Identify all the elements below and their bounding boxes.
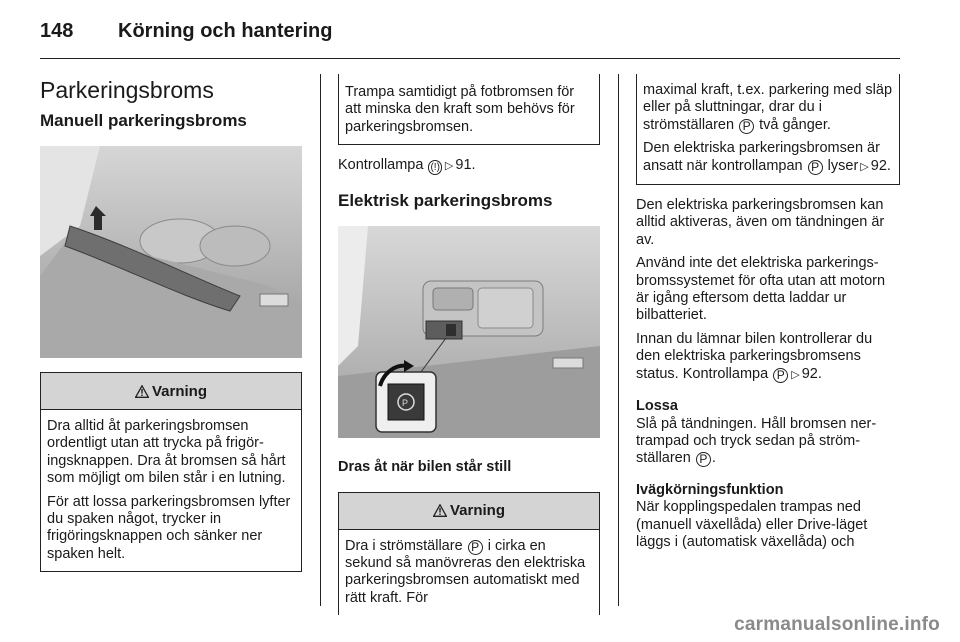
warning-title: Varning (151, 382, 207, 400)
brake-warning-lamp-icon: (!) (430, 162, 440, 174)
warning-box (338, 492, 600, 616)
body-text: Den elektriska parkeringsbromsen kan alltid aktiveras, även om tändningen är av. (636, 197, 885, 248)
column-divider (618, 74, 619, 606)
warning-text: maximal kraft, t.ex. parkering med släp eller på sluttningar, drar du i strömställaren P två gånger. (643, 82, 893, 133)
epb-symbol-icon: P (696, 452, 711, 467)
electric-parking-brake-photo (338, 226, 600, 438)
section-title: Parkeringsbroms (40, 77, 214, 103)
column-1 (40, 74, 302, 572)
warning-triangle-icon (135, 385, 149, 398)
chapter-title: Körning och hantering (118, 20, 333, 42)
page-reference: 92. (870, 157, 891, 174)
warning-text: Dra i strömställare P i cirka en sekund så manövreras den elektriska parkeringsbromsen automatiskt med rätt kraft. För (345, 537, 586, 606)
warning-triangle-icon (433, 504, 447, 517)
indicator-reference (338, 157, 600, 175)
figure-caption: Dras åt när bilen står still (338, 458, 512, 475)
subheading-lossa: Lossa (636, 398, 678, 415)
indicator-label: Kontrollampa (338, 157, 424, 174)
warning-text: Dra alltid åt parkeringsbromsen ordentligt utan att trycka på frigöringsknappen. Dra åt bromsen så hårt som möjligt om bilen står i en lutning. (47, 418, 286, 487)
page-reference: 91. (455, 157, 476, 174)
warning-body (339, 530, 599, 616)
column-3 (636, 74, 900, 551)
body-text: Använd inte det elektriska parkeringsbromssystemet för ofta utan att motorn är igång eftersom detta laddar ur bilbatteriet. (636, 255, 886, 324)
subsection-title: Manuell parkeringsbroms (40, 111, 247, 130)
body-text: Slå på tändningen. Håll bromsen nertrampad och tryck sedan på strömställaren P . (636, 415, 877, 467)
svg-text:P: P (402, 397, 409, 408)
page-number: 148 (40, 20, 74, 42)
warning-header (339, 493, 599, 530)
page-reference-icon: ▷ (791, 368, 800, 381)
note-text: Trampa samtidigt på fotbromsen för att minska den kraft som behövs för parkeringsbromsen. (345, 84, 575, 135)
page-reference-icon: ▷ (444, 160, 454, 173)
warning-text: För att lossa parkeringsbromsen lyfter du spaken något, trycker in frigöringsknappen och sänker ner spaken helt. (47, 493, 291, 562)
column-2 (338, 74, 600, 615)
epb-symbol-icon: P (468, 540, 483, 555)
page-header (40, 20, 920, 60)
epb-symbol-icon: P (739, 119, 754, 134)
epb-lamp-icon: P (773, 368, 788, 383)
subheading-drive-away: Ivägkörningsfunktion (636, 481, 784, 498)
header-rule (40, 58, 900, 59)
epb-lamp-icon: P (808, 160, 823, 175)
page-reference-icon: ▷ (860, 160, 869, 173)
manual-parking-brake-photo (40, 146, 302, 358)
section-title: Elektrisk parkeringsbroms (338, 190, 553, 210)
warning-continuation-box (636, 74, 900, 185)
epb-switch-illustration (338, 226, 600, 438)
column-divider (320, 74, 321, 606)
warning-body (41, 410, 301, 571)
warning-text: Den elektriska parkeringsbromsen är ansatt när kontrollampan P lyser ▷ 92. (643, 140, 893, 176)
note-box (338, 74, 600, 145)
page-reference: 92. (801, 365, 822, 382)
body-text: Innan du lämnar bilen kontrollerar du den elektriska parkeringsbromsens status. Kontrollampa P ▷ 92. (636, 331, 900, 384)
watermark: carmanualsonline.info (734, 614, 940, 635)
warning-header (41, 373, 301, 410)
body-text: När kopplingspedalen trampas ned (manuell växellåda) eller Drive-läget läggs i (automatisk växellåda) och (636, 499, 868, 550)
warning-box (40, 372, 302, 572)
handbrake-illustration (40, 146, 302, 358)
warning-title: Varning (449, 502, 505, 520)
